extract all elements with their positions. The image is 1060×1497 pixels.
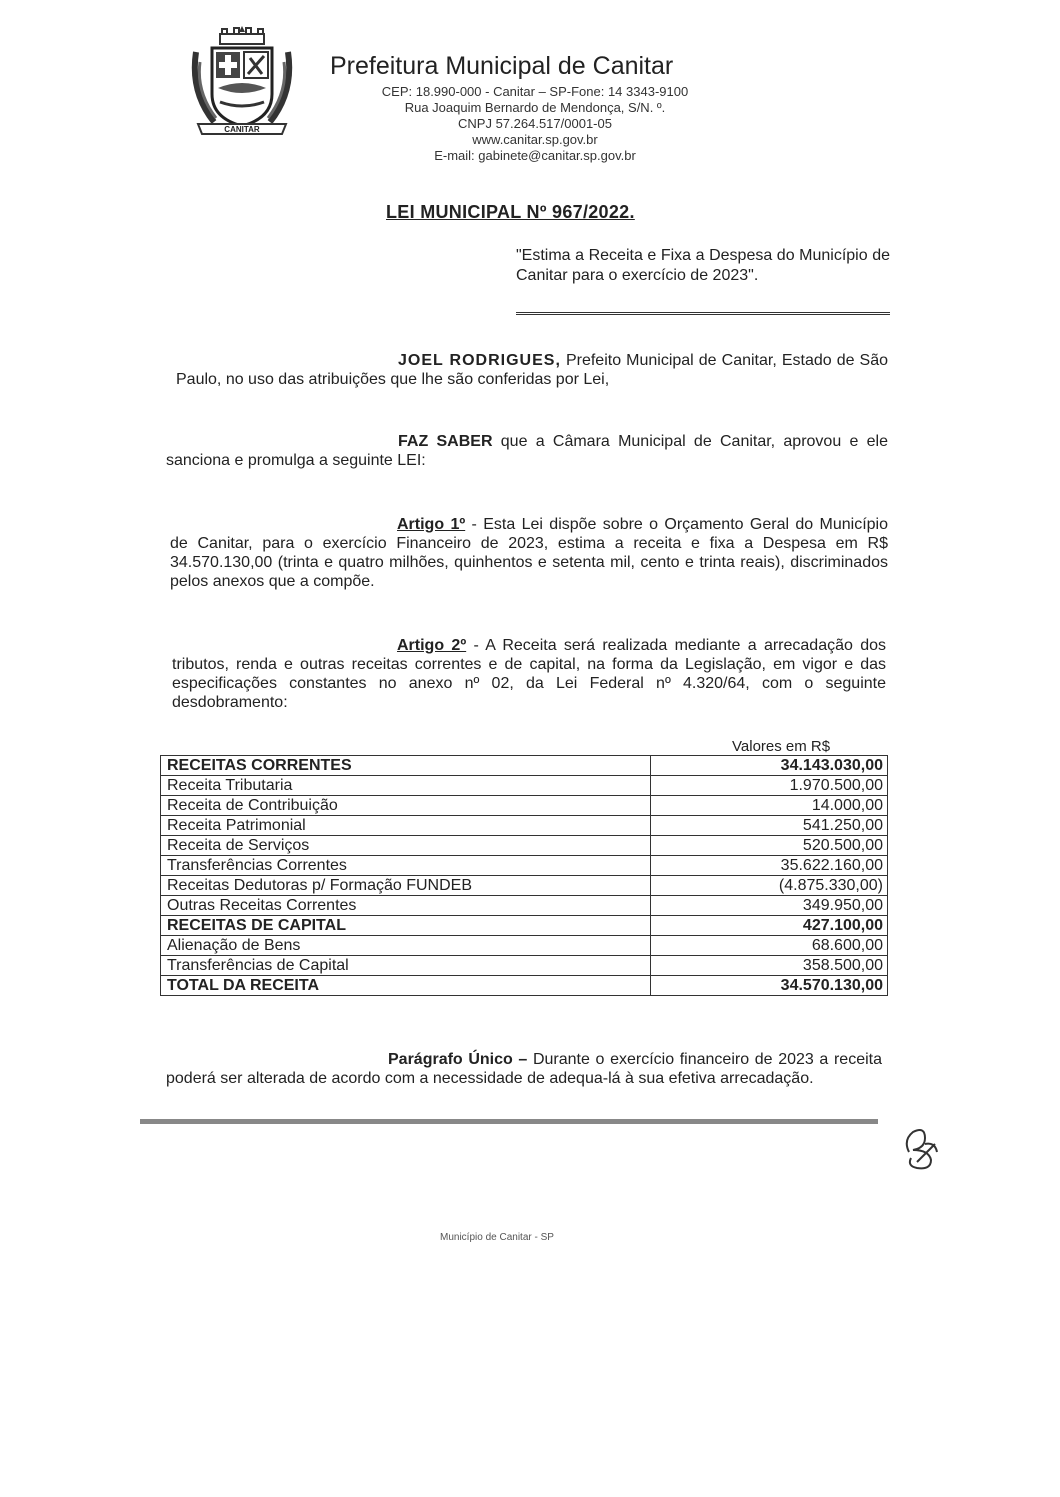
law-summary: "Estima a Receita e Fixa a Despesa do Município de Canitar para o exercício de 2023". <box>516 247 890 284</box>
svg-text:CANITAR: CANITAR <box>224 125 260 134</box>
sole-paragraph-label: Parágrafo Único – <box>388 1051 528 1068</box>
revenue-value: 1.970.500,00 <box>651 776 888 796</box>
revenue-label: Outras Receitas Correntes <box>161 896 651 916</box>
article-1-text: - Esta Lei dispõe sobre o Orçamento Geral do Município de Canitar, para o exercício Financeiro de 2023, estima a receita e fixa a Despesa em R$ 34.570.130,00 (trinta e quatro milhões, quinhentos e setenta mil, cento e trinta reais), discriminados pelos anexos que a compõe. <box>170 516 888 590</box>
table-row <box>161 776 888 796</box>
revenue-label: RECEITAS DE CAPITAL <box>161 916 651 936</box>
revenue-value: 35.622.160,00 <box>651 856 888 876</box>
handwritten-initials <box>895 1122 945 1174</box>
article-2-text: - A Receita será realizada mediante a arrecadação dos tributos, renda e outras receitas correntes e de capital, na forma da Legislação, em vigor e das especificações constantes no anexo nº 02, da Lei Federal nº 4.320/64, com o seguinte desdobramento: <box>172 637 886 711</box>
contact-line-email: E-mail: gabinete@canitar.sp.gov.br <box>434 148 636 163</box>
revenue-value: (4.875.330,00) <box>651 876 888 896</box>
coat-of-arms-logo <box>188 22 296 142</box>
contact-line-address: Rua Joaquim Bernardo de Mendonça, S/N. º. <box>404 100 666 115</box>
table-row <box>161 956 888 976</box>
revenue-label: Receita Tributaria <box>161 776 651 796</box>
contact-line-cep: CEP: 18.990-000 - Canitar – SP-Fone: 14 3343-9100 <box>381 84 689 99</box>
table-row <box>161 856 888 876</box>
revenue-label: Receita de Contribuição <box>161 796 651 816</box>
sole-paragraph <box>166 1050 882 1088</box>
table-row <box>161 976 888 996</box>
enactment-text: que a Câmara Municipal de Canitar, aprovou e ele sanciona e promulga a seguinte LEI: <box>166 433 888 469</box>
revenue-value: 541.250,00 <box>651 816 888 836</box>
paragraph-enactment <box>166 432 888 470</box>
table-row <box>161 796 888 816</box>
revenue-value: 349.950,00 <box>651 896 888 916</box>
revenue-value: 34.143.030,00 <box>651 756 888 776</box>
footer-note: Município de Canitar - SP <box>440 1232 554 1243</box>
law-title: LEI MUNICIPAL Nº 967/2022. <box>386 202 635 222</box>
revenue-value: 34.570.130,00 <box>651 976 888 996</box>
mayor-name: JOEL RODRIGUES, <box>398 352 561 369</box>
table-row <box>161 836 888 856</box>
revenue-value: 14.000,00 <box>651 796 888 816</box>
table-row <box>161 756 888 776</box>
article-1-label: Artigo 1º <box>397 516 466 533</box>
revenue-label: Receitas Dedutoras p/ Formação FUNDEB <box>161 876 651 896</box>
revenue-value: 358.500,00 <box>651 956 888 976</box>
article-2 <box>172 636 886 712</box>
revenue-value: 520.500,00 <box>651 836 888 856</box>
table-row <box>161 916 888 936</box>
preamble-text: Prefeito Municipal de Canitar, Estado de São Paulo, no uso das atribuições que lhe são conferidas por Lei, <box>176 352 889 388</box>
revenue-label: Receita Patrimonial <box>161 816 651 836</box>
table-row <box>161 876 888 896</box>
revenue-label: RECEITAS CORRENTES <box>161 756 651 776</box>
revenue-label: TOTAL DA RECEITA <box>161 976 651 996</box>
contact-line-website: www.canitar.sp.gov.br <box>472 132 598 147</box>
revenue-value: 68.600,00 <box>651 936 888 956</box>
table-row <box>161 896 888 916</box>
revenue-label: Alienação de Bens <box>161 936 651 956</box>
paragraph-preamble <box>176 351 888 389</box>
contact-line-cnpj: CNPJ 57.264.517/0001-05 <box>458 116 612 131</box>
summary-divider <box>516 312 890 315</box>
sole-paragraph-text: Durante o exercício financeiro de 2023 a receita poderá ser alterada de acordo com a necessidade de adequa-lá à sua efetiva arrecadação. <box>166 1051 882 1087</box>
enactment-lead: FAZ SABER <box>398 433 493 450</box>
revenue-value: 427.100,00 <box>651 916 888 936</box>
table-row <box>161 936 888 956</box>
revenue-label: Receita de Serviços <box>161 836 651 856</box>
table-units: Valores em R$ <box>732 738 831 755</box>
revenue-label: Transferências de Capital <box>161 956 651 976</box>
table-row <box>161 816 888 836</box>
revenue-label: Transferências Correntes <box>161 856 651 876</box>
revenue-table <box>160 755 888 996</box>
article-2-label: Artigo 2º <box>397 637 467 654</box>
footer-divider <box>140 1119 878 1124</box>
article-1 <box>170 515 888 591</box>
contact-block <box>340 84 730 164</box>
organization-name: Prefeitura Municipal de Canitar <box>330 52 674 80</box>
